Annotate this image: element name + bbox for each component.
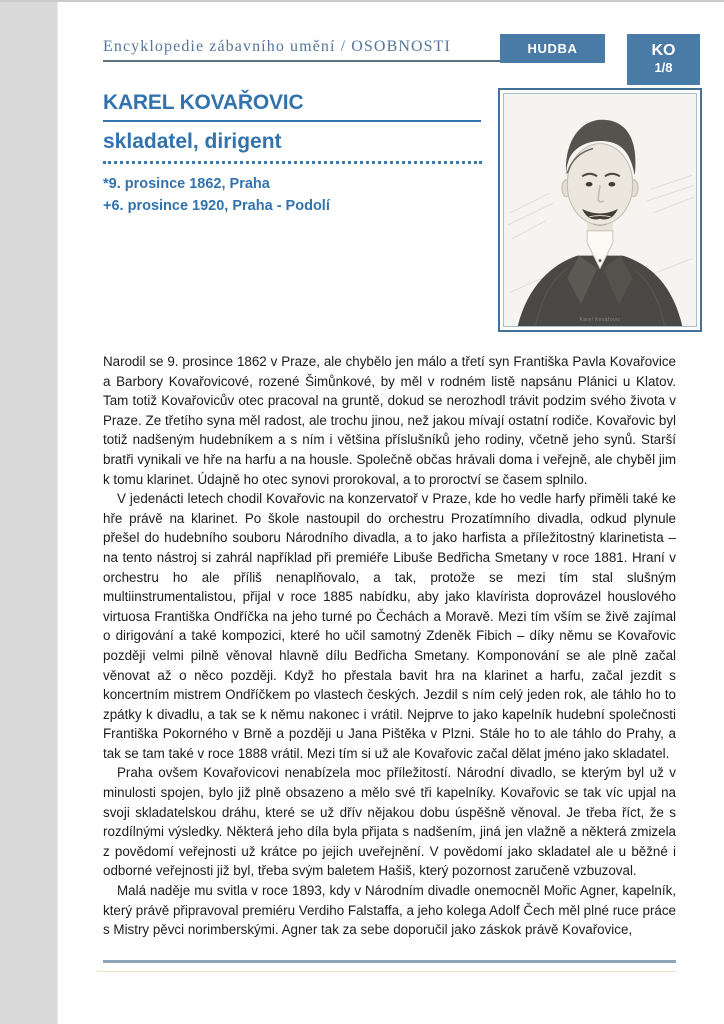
death-date: +6. prosince 1920, Praha - Podolí xyxy=(103,198,330,214)
index-badge-page: 1/8 xyxy=(654,60,673,76)
page-top-edge xyxy=(0,0,724,2)
footer-divider xyxy=(103,960,676,963)
paragraph-1: Narodil se 9. prosince 1862 v Praze, ale chybělo jen málo a třetí syn Františka Pavla Kovařovice a Barbory Kovařovicové, rozené Šimůnkové, by měl v rodném listě napsánu Plánici u Klatov. Tam totiž Kovařovicův otec pracoval na gruntě, dokud se nerozhodl trávit podzim svého života v Praze. Ze třetího syna měl radost, ale trochu jinou, než jakou mívají ostatní rodiče. Kovařovic byl totiž nadšeným hudebníkem a s ním i většina příslušníků jeho rodiny, včetně jeho synů. Starší bratři vynikali ve hře na harfu a na housle. Společně občas hrávali doma i veřejně, ale chyběl jim k tomu klarinet. Údajně ho otec synovi prorokoval, a to proroctví se časem splnilo. xyxy=(103,354,676,487)
birth-date: *9. prosince 1862, Praha xyxy=(103,176,270,192)
left-gray-strip xyxy=(0,0,58,1024)
profession-subtitle: skladatel, dirigent xyxy=(103,130,282,153)
index-badge xyxy=(627,34,700,85)
paragraph-2: V jedenácti letech chodil Kovařovic na konzervatoř v Praze, kde ho vedle harfy přiměli také ke hře právě na klarinet. Po škole nastoupil do orchestru Prozatímního divadla, odkud plynule přešel do hudebního souboru Národního divadla, a to jako harfista a příležitostný klarinetista – na tento nástroj si zahrál například při premiéře Libuše Bedřicha Smetany v roce 1881. Hraní v orchestru ho ale příliš nenaplňovalo, a tak, protože se mezi tím stal slušným multiinstrumentalistou, přijal v roce 1885 nabídku, aby jako klavírista doprovázel houslového virtuosa Františka Ondříčka na jeho turné po Čechách a Moravě. Mezi tím vším se živě zajímal o dirigování a také kompozici, které ho učil samotný Zdeněk Fibich – díky němu se Kovařovic později velmi pilně věnoval hlavně dílu Bedřicha Smetany. Komponování se ale plně začal věnovat až o něco později. Když ho přestala bavit hra na klarinet a harfu, začal jezdit s koncertním mistrem Ondříčkem po vlastech českých. Jezdil s ním celý jeden rok, ale táhlo ho to zpátky k divadlu, a tak se k němu nakonec i vrátil. Nejprve to jako kapelník hudební společnosti Františka Pokorného v Brně a později u Jana Pištěka v Plzni. Stále ho to ale táhlo do Prahy, a tak se tam také v roce 1888 vrátil. Mezi tím si už ale Kovařovic začal dělat jméno jako skladatel. xyxy=(103,491,676,761)
index-badge-code: KO xyxy=(651,42,676,59)
header-divider xyxy=(103,60,501,62)
paragraph-4: Malá naděje mu svitla v roce 1893, kdy v Národním divadle onemocněl Mořic Agner, kapelník, který právě připravoval premiéru Verdiho Falstaffa, a jeho kolega Adolf Čech měl plné ruce práce s Mistry pěvci norimberskými. Agner tak za sebe doporučil jako záskok právě Kovařovice, xyxy=(103,883,676,938)
footer-accent-line xyxy=(97,971,676,972)
breadcrumb: Encyklopedie zábavního umění / OSOBNOSTI xyxy=(103,38,451,55)
portrait-frame xyxy=(498,88,702,332)
portrait-caption: Karel Kovařovic xyxy=(579,317,621,323)
dotted-divider xyxy=(103,155,482,164)
category-badge: HUDBA xyxy=(500,34,605,63)
portrait-image xyxy=(503,93,697,327)
article-body xyxy=(103,352,676,954)
paragraph-3: Praha ovšem Kovařovicovi nenabízela moc příležitostí. Národní divadlo, se kterým byl už v minulosti spojen, bylo již plně obsazeno a mělo své tři kapelníky. Kovařovic se tak víc upjal na svoji skladatelskou dráhu, které se už dřív nějakou dobu úspěšně věnoval. Je třeba říct, že s rozdílnými výsledky. Některá jeho díla byla přijata s nadšením, jiná jen vlažně a některá zmizela z povědomí veřejnosti už krátce po jejich uveřejnění. V povědomí jako skladatel ale u běžné i odborné veřejnosti již byl, třeba svým baletem Hašiš, který pozornost zaručeně vzbuzoval. xyxy=(103,765,676,879)
title-underline xyxy=(103,120,481,122)
page-title: KAREL KOVAŘOVIC xyxy=(103,91,304,114)
